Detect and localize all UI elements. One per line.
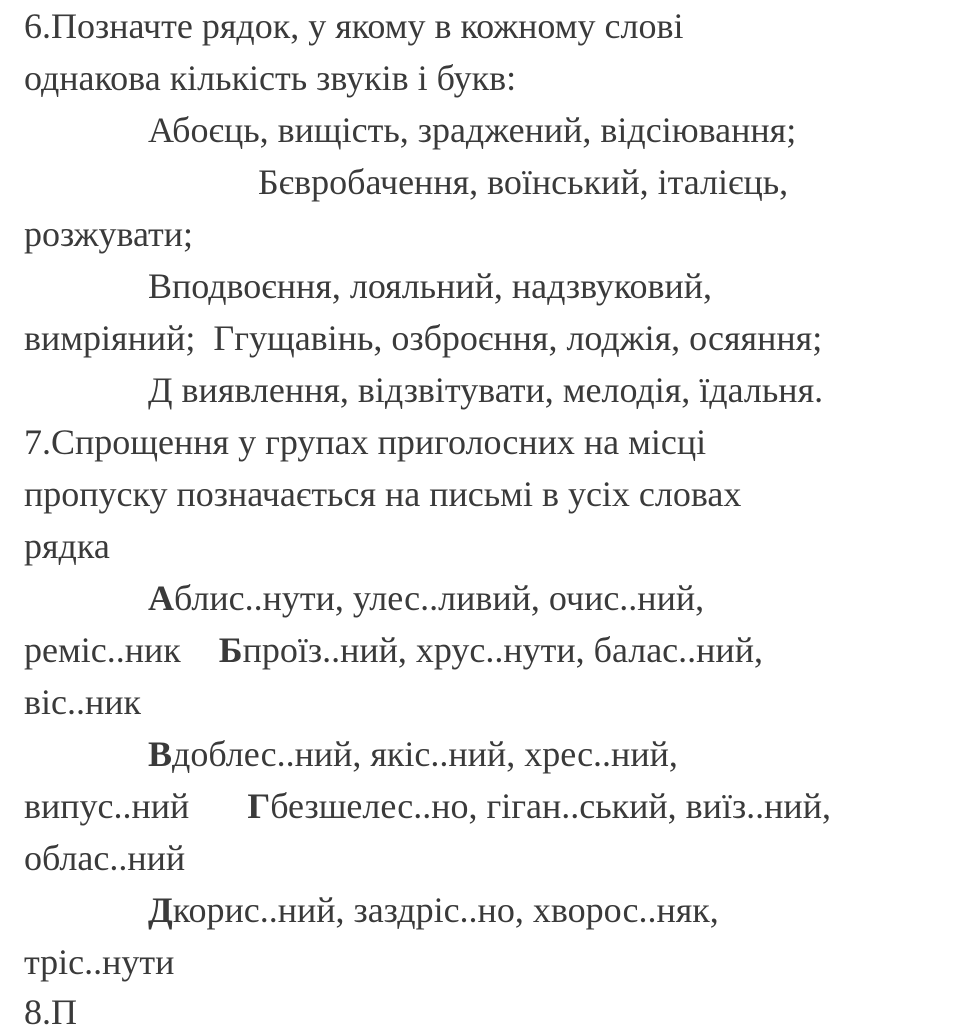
q7-option-a-b-line (24, 624, 763, 676)
q6-prompt-line-1: 6.Позначте рядок, у якому в кожному слові (24, 6, 684, 46)
q7-option-b-text: проїз..ний, хрус..нути, балас..ний, (242, 630, 763, 670)
q6-option-g: Ггущавінь, озброєння, лоджія, осяяння; (213, 318, 823, 358)
q6-option-b: Бєвробачення, воїнський, італієць, (258, 162, 789, 202)
next-question-cut-off (24, 992, 77, 1032)
q7-option-g-text: безшелес..но, гіган..ський, виїз..ний, (270, 786, 831, 826)
q6-option-v: Вподвоєння, лояльний, надзвуковий, (148, 266, 713, 306)
q6-option-v-g-line (24, 312, 822, 364)
q6-option-a: Абоєць, вищість, зраджений, відсіювання; (148, 110, 797, 150)
q7-option-g-continued: облас..ний (24, 838, 186, 878)
q7-option-d-letter: Д (148, 890, 173, 930)
q6-option-b-continued: розжувати; (24, 214, 194, 254)
q7-option-d-continued: тріс..нути (24, 942, 175, 982)
q7-option-d-text: корис..ний, заздріс..но, хворос..няк, (172, 890, 719, 930)
q7-option-v-g-line (24, 780, 831, 832)
q7-option-v (148, 728, 678, 780)
q7-option-d (148, 884, 719, 936)
q7-option-a-text: блис..нути, улес..ливий, очис..ний, (174, 578, 705, 618)
next-question-partial-text: 8.П (24, 992, 77, 1032)
q7-prompt-line-1: 7.Спрощення у групах приголосних на місці (24, 422, 707, 462)
q6-prompt-line-2: однакова кількість звуків і букв: (24, 58, 517, 98)
q7-option-v-letter: В (148, 734, 173, 774)
q6-option-v-continued: вимріяний; (24, 318, 196, 358)
q7-option-b-continued: віс..ник (24, 682, 141, 722)
q7-option-a-letter: А (148, 578, 174, 618)
q7-option-g-letter: Г (247, 786, 271, 826)
q7-option-v-text: доблес..ний, якіс..ний, хрес..ний, (172, 734, 678, 774)
q7-prompt-line-2: пропуску позначається на письмі в усіх словах (24, 474, 742, 514)
q7-option-b-letter: Б (218, 630, 243, 670)
q7-option-v-continued: випус..ний (24, 786, 190, 826)
q7-option-a-continued: реміс..ник (24, 630, 181, 670)
q6-option-d: Д виявлення, відзвітувати, мелодія, їдальня. (148, 370, 824, 410)
q7-prompt-line-3: рядка (24, 526, 110, 566)
q7-option-a (148, 572, 704, 624)
